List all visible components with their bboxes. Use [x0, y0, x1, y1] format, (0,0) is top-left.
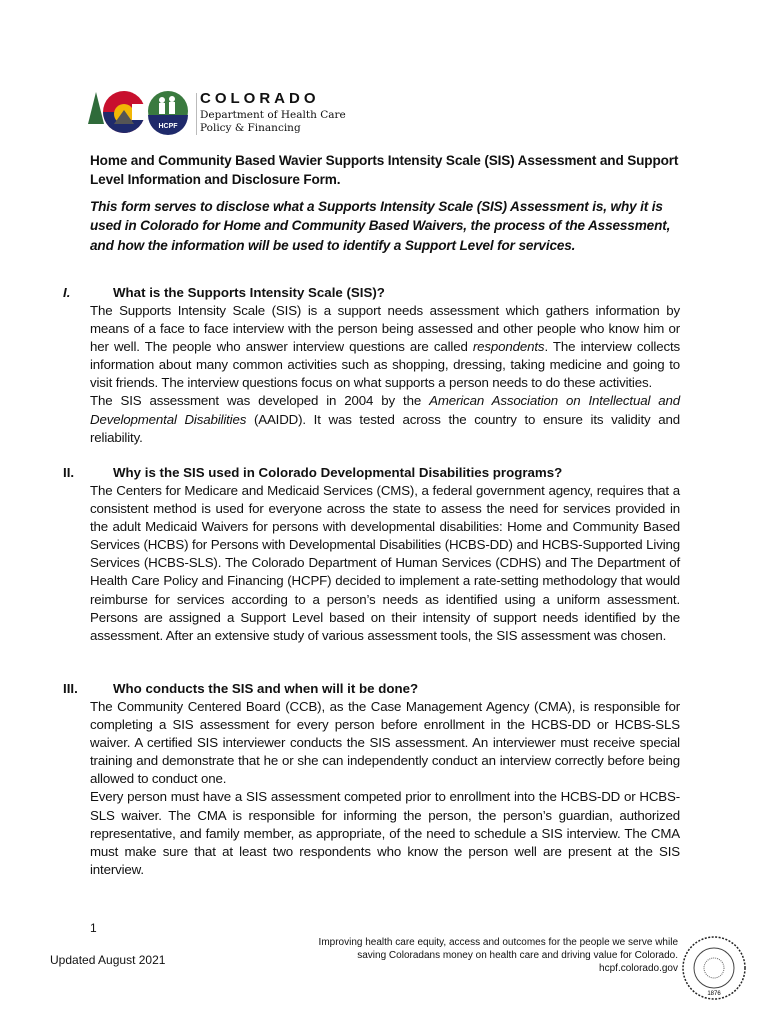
- form-intro: This form serves to disclose what a Supports Intensity Scale (SIS) Assessment is, why it is used in Colorado for Home and Community Based Waivers, the process of the Assessment, and how the information will be used to identify a Support Level for services.: [90, 199, 671, 253]
- text: . The interview collects information about many common activities such as shopping, dressing, taking medicine and going to visit friends. The interview questions focus on what supports a person needs to do these activities.: [90, 339, 680, 391]
- state-seal-icon: [681, 935, 747, 1001]
- section-title: Why is the SIS used in Colorado Developmental Disabilities programs?: [113, 465, 563, 480]
- section-paragraph: The Centers for Medicare and Medicaid Services (CMS), a federal government agency, requires that a consistent method is used for everyone across the state to assess the need for services provided in the adult Medicaid Waivers for persons with developmental disabilities: Home and Community Based Services (HCBS) for Persons with Developmental Disabilities (HCBS-DD) and HCBS-Supported Living Services (HCBS-SLS). The Colorado Department of Human Services (CDHS) and The Department of Health Care Policy and Financing (HCPF) decided to implement a rate-setting methodology that would reimburse for services according to a person’s needs as identified using a uniform assessment. Persons are assigned a Support Level based on their intensity of support needs identified by the assessment. After an extensive study of various assessment tools, the SIS assessment was chosen.: [90, 483, 680, 643]
- section-paragraph: The Community Centered Board (CCB), as the Case Management Agency (CMA), is responsible for completing a SIS assessment for every person before enrollment in the HCBS-DD or HCBS-SLS waiver. A certified SIS interviewer conducts the SIS assessment. An interviewer must receive special training and demonstrate that he or she can independently conduct an interview correctly before being allowed to conduct one.: [90, 699, 680, 787]
- footer-url: hcpf.colorado.gov: [599, 963, 678, 974]
- hcpf-badge: HCPF: [158, 123, 178, 130]
- colorado-logo: [88, 88, 193, 136]
- updated-date: Updated August 2021: [50, 953, 166, 967]
- text: The Supports Intensity Scale (SIS) is a support needs assessment which gathers information by means of a face to face interview with the person being assessed and other people who know him or her well. The people who answer interview questions are called: [90, 303, 680, 355]
- form-title: Home and Community Based Wavier Supports Intensity Scale (SIS) Assessment and Support Level Information and Disclosure Form.: [90, 153, 679, 187]
- tagline-line-1: Improving health care equity, access and outcomes for the people we serve while: [318, 937, 678, 948]
- dept-line-1: Department of Health Care: [200, 109, 346, 121]
- section-number: III.: [63, 681, 78, 696]
- text-emphasis: respondents: [472, 339, 545, 355]
- department-name: [200, 109, 346, 135]
- text: The SIS assessment was developed in 2004 by the: [90, 393, 430, 409]
- section-number: II.: [63, 465, 75, 480]
- text-emphasis: American Association on Intellectual and Developmental Disabilities: [90, 393, 681, 427]
- section-1: [63, 284, 681, 447]
- section-heading: [63, 284, 680, 302]
- section-title: Who conducts the SIS and when will it be done?: [113, 681, 419, 696]
- logo-divider: [196, 93, 197, 135]
- org-name: [200, 90, 346, 135]
- footer-tagline: [238, 936, 678, 975]
- section-paragraph: [90, 392, 680, 446]
- tagline-line-2: saving Coloradans money on health care and driving value for Colorado.: [357, 950, 678, 961]
- section-number: I.: [63, 285, 71, 300]
- section-heading: [63, 680, 680, 698]
- page-number: 1: [90, 921, 97, 935]
- state-name: COLORADO: [200, 90, 320, 107]
- section-paragraph: [90, 302, 680, 392]
- dept-line-2: Policy & Financing: [200, 122, 301, 134]
- section-title: What is the Supports Intensity Scale (SIS)?: [113, 285, 385, 300]
- section-2: [63, 464, 680, 645]
- text: (AAIDD). It was tested across the country to ensure its validity and reliability.: [90, 411, 680, 445]
- section-3: [63, 680, 680, 879]
- section-heading: [63, 464, 680, 482]
- svg-text:1876: 1876: [707, 991, 721, 997]
- colorado-c-logo-icon: [88, 88, 193, 136]
- section-paragraph: Every person must have a SIS assessment competed prior to enrollment into the HCBS-DD or HCBS-SLS waiver. The CMA is responsible for informing the person, the person’s guardian, authorized representative, and family member, as appropriate, of the need to schedule a SIS interview. The CMA must make sure that at least two respondents who know the person well are present at the SIS interview.: [90, 789, 680, 877]
